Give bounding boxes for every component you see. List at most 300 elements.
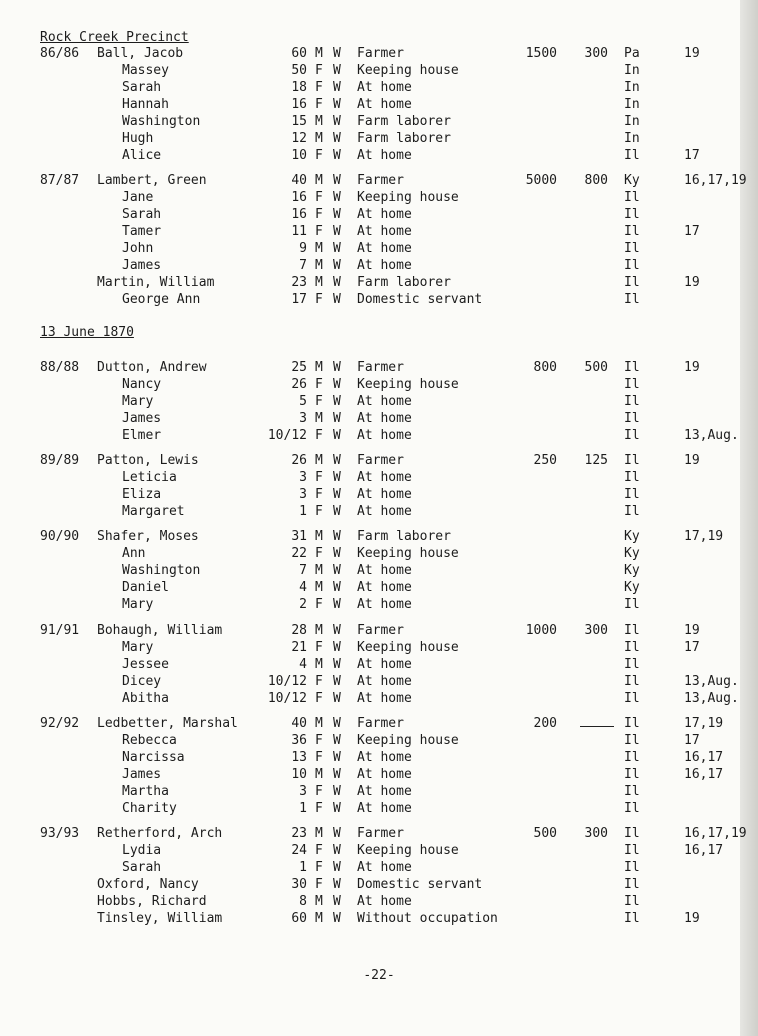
age: 21	[291, 640, 307, 655]
age: 5	[299, 394, 307, 409]
person-name: Ann	[122, 546, 146, 561]
person-name: Tinsley, William	[97, 911, 223, 926]
table-row	[0, 172, 758, 189]
occupation: Keeping house	[357, 640, 459, 655]
race: W	[333, 428, 341, 443]
table-row	[0, 130, 758, 147]
notes: 19	[684, 623, 700, 638]
occupation: At home	[357, 784, 412, 799]
birthplace: Il	[624, 623, 640, 638]
sex: F	[315, 97, 323, 112]
birthplace: Il	[624, 224, 640, 239]
person-name: Sarah	[122, 207, 162, 222]
dwelling-number: 92/92	[40, 716, 80, 731]
person-name: Massey	[122, 63, 169, 78]
age: 13	[291, 750, 307, 765]
sex: M	[315, 360, 323, 375]
occupation: At home	[357, 563, 412, 578]
sex: F	[315, 470, 323, 485]
race: W	[333, 580, 341, 595]
precinct-header: Rock Creek Precinct	[40, 30, 189, 45]
table-row	[0, 274, 758, 291]
birthplace: Il	[624, 767, 640, 782]
age: 60	[291, 46, 307, 61]
age: 17	[291, 292, 307, 307]
person-name: Martha	[122, 784, 169, 799]
birthplace: In	[624, 63, 640, 78]
race: W	[333, 411, 341, 426]
personal-estate-value: 800	[584, 173, 608, 188]
notes: 17,19	[684, 716, 724, 731]
notes: 17	[684, 148, 700, 163]
birthplace: Il	[624, 877, 640, 892]
sex: F	[315, 640, 323, 655]
date-header: 13 June 1870	[40, 325, 134, 340]
notes: 16,17	[684, 750, 724, 765]
birthplace: Il	[624, 292, 640, 307]
race: W	[333, 691, 341, 706]
birthplace: Il	[624, 453, 640, 468]
age: 16	[291, 207, 307, 222]
race: W	[333, 563, 341, 578]
occupation: At home	[357, 860, 412, 875]
real-estate-value: 5000	[525, 173, 557, 188]
race: W	[333, 292, 341, 307]
race: W	[333, 657, 341, 672]
sex: F	[315, 733, 323, 748]
occupation: Farm laborer	[357, 275, 451, 290]
race: W	[333, 224, 341, 239]
birthplace: Il	[624, 470, 640, 485]
race: W	[333, 623, 341, 638]
birthplace: Il	[624, 716, 640, 731]
age: 7	[299, 563, 307, 578]
table-row	[0, 291, 758, 308]
occupation: Farmer	[357, 173, 404, 188]
birthplace: Il	[624, 784, 640, 799]
race: W	[333, 80, 341, 95]
occupation: At home	[357, 801, 412, 816]
birthplace: In	[624, 114, 640, 129]
table-row	[0, 825, 758, 842]
birthplace: Il	[624, 657, 640, 672]
race: W	[333, 207, 341, 222]
notes: 19	[684, 275, 700, 290]
real-estate-value: 500	[533, 826, 557, 841]
age: 3	[299, 470, 307, 485]
person-name: Sarah	[122, 860, 162, 875]
age: 11	[291, 224, 307, 239]
sex: F	[315, 207, 323, 222]
race: W	[333, 394, 341, 409]
birthplace: Il	[624, 691, 640, 706]
table-row	[0, 715, 758, 732]
person-name: Sarah	[122, 80, 162, 95]
table-row	[0, 469, 758, 486]
person-name: Narcissa	[122, 750, 185, 765]
age: 18	[291, 80, 307, 95]
sex: M	[315, 580, 323, 595]
person-name: Tamer	[122, 224, 162, 239]
race: W	[333, 733, 341, 748]
birthplace: Il	[624, 411, 640, 426]
occupation: At home	[357, 80, 412, 95]
birthplace: Ky	[624, 546, 640, 561]
birthplace: Il	[624, 911, 640, 926]
table-row	[0, 673, 758, 690]
dwelling-number: 91/91	[40, 623, 80, 638]
table-row	[0, 766, 758, 783]
notes: 13,Aug.	[684, 674, 739, 689]
race: W	[333, 377, 341, 392]
person-name: Oxford, Nancy	[97, 877, 199, 892]
occupation: Keeping house	[357, 843, 459, 858]
table-row	[0, 562, 758, 579]
occupation: Farmer	[357, 716, 404, 731]
age: 3	[299, 784, 307, 799]
sex: M	[315, 529, 323, 544]
person-name: James	[122, 767, 162, 782]
occupation: At home	[357, 767, 412, 782]
birthplace: Il	[624, 377, 640, 392]
occupation: At home	[357, 894, 412, 909]
table-row	[0, 859, 758, 876]
occupation: Farmer	[357, 826, 404, 841]
birthplace: Ky	[624, 173, 640, 188]
notes: 17	[684, 640, 700, 655]
table-row	[0, 79, 758, 96]
occupation: At home	[357, 597, 412, 612]
sex: M	[315, 453, 323, 468]
personal-estate-value: 300	[584, 826, 608, 841]
table-row	[0, 639, 758, 656]
sex: M	[315, 894, 323, 909]
birthplace: Il	[624, 843, 640, 858]
sex: F	[315, 63, 323, 78]
person-name: George Ann	[122, 292, 201, 307]
sex: F	[315, 504, 323, 519]
age: 3	[299, 487, 307, 502]
occupation: Domestic servant	[357, 877, 483, 892]
occupation: Domestic servant	[357, 292, 483, 307]
birthplace: Il	[624, 801, 640, 816]
sex: M	[315, 114, 323, 129]
person-name: Elmer	[122, 428, 162, 443]
dwelling-number: 90/90	[40, 529, 80, 544]
race: W	[333, 911, 341, 926]
age: 1	[299, 801, 307, 816]
sex: M	[315, 657, 323, 672]
race: W	[333, 826, 341, 841]
person-name: Jane	[122, 190, 154, 205]
real-estate-value: 1500	[525, 46, 557, 61]
sex: M	[315, 173, 323, 188]
race: W	[333, 546, 341, 561]
person-name: Bohaugh, William	[97, 623, 223, 638]
blank-value-line	[580, 726, 614, 727]
table-row	[0, 545, 758, 562]
table-row	[0, 45, 758, 62]
age: 4	[299, 580, 307, 595]
person-name: James	[122, 411, 162, 426]
age: 8	[299, 894, 307, 909]
occupation: At home	[357, 394, 412, 409]
birthplace: Il	[624, 428, 640, 443]
table-row	[0, 223, 758, 240]
sex: M	[315, 131, 323, 146]
notes: 16,17	[684, 767, 724, 782]
sex: F	[315, 80, 323, 95]
person-name: Mary	[122, 394, 154, 409]
race: W	[333, 63, 341, 78]
person-name: Lambert, Green	[97, 173, 207, 188]
table-row	[0, 783, 758, 800]
person-name: Retherford, Arch	[97, 826, 223, 841]
table-row	[0, 596, 758, 613]
birthplace: Ky	[624, 529, 640, 544]
person-name: Hugh	[122, 131, 154, 146]
age: 10	[291, 767, 307, 782]
table-row	[0, 622, 758, 639]
age: 1	[299, 860, 307, 875]
birthplace: Pa	[624, 46, 640, 61]
race: W	[333, 190, 341, 205]
sex: F	[315, 843, 323, 858]
birthplace: In	[624, 131, 640, 146]
person-name: James	[122, 258, 162, 273]
race: W	[333, 750, 341, 765]
sex: M	[315, 563, 323, 578]
age: 16	[291, 97, 307, 112]
notes: 19	[684, 46, 700, 61]
table-row	[0, 579, 758, 596]
person-name: John	[122, 241, 154, 256]
birthplace: Il	[624, 826, 640, 841]
age: 23	[291, 275, 307, 290]
race: W	[333, 470, 341, 485]
person-name: Mary	[122, 640, 154, 655]
table-row	[0, 147, 758, 164]
table-row	[0, 257, 758, 274]
race: W	[333, 843, 341, 858]
sex: F	[315, 148, 323, 163]
person-name: Nancy	[122, 377, 162, 392]
age: 2	[299, 597, 307, 612]
occupation: Farmer	[357, 46, 404, 61]
race: W	[333, 487, 341, 502]
person-name: Washington	[122, 563, 201, 578]
table-row	[0, 206, 758, 223]
table-row	[0, 749, 758, 766]
occupation: Farm laborer	[357, 529, 451, 544]
person-name: Hannah	[122, 97, 169, 112]
occupation: At home	[357, 411, 412, 426]
person-name: Leticia	[122, 470, 177, 485]
race: W	[333, 894, 341, 909]
table-row	[0, 359, 758, 376]
sex: M	[315, 46, 323, 61]
person-name: Daniel	[122, 580, 169, 595]
table-row	[0, 503, 758, 520]
age: 7	[299, 258, 307, 273]
occupation: At home	[357, 580, 412, 595]
birthplace: Il	[624, 640, 640, 655]
person-name: Eliza	[122, 487, 162, 502]
notes: 13,Aug.	[684, 428, 739, 443]
sex: F	[315, 292, 323, 307]
race: W	[333, 46, 341, 61]
age: 40	[291, 173, 307, 188]
sex: F	[315, 428, 323, 443]
notes: 19	[684, 360, 700, 375]
race: W	[333, 131, 341, 146]
race: W	[333, 767, 341, 782]
birthplace: Il	[624, 894, 640, 909]
age: 12	[291, 131, 307, 146]
occupation: Farm laborer	[357, 131, 451, 146]
table-row	[0, 732, 758, 749]
personal-estate-value: 500	[584, 360, 608, 375]
sex: F	[315, 674, 323, 689]
birthplace: Il	[624, 674, 640, 689]
age: 10/12	[267, 691, 307, 706]
birthplace: Il	[624, 487, 640, 502]
sex: F	[315, 190, 323, 205]
age: 10/12	[267, 674, 307, 689]
table-row	[0, 910, 758, 927]
age: 10	[291, 148, 307, 163]
occupation: At home	[357, 148, 412, 163]
sex: F	[315, 394, 323, 409]
occupation: At home	[357, 657, 412, 672]
race: W	[333, 640, 341, 655]
notes: 16,17,19	[684, 826, 747, 841]
race: W	[333, 258, 341, 273]
person-name: Dicey	[122, 674, 162, 689]
real-estate-value: 250	[533, 453, 557, 468]
person-name: Ball, Jacob	[97, 46, 184, 61]
age: 25	[291, 360, 307, 375]
age: 22	[291, 546, 307, 561]
race: W	[333, 716, 341, 731]
table-row	[0, 656, 758, 673]
table-row	[0, 410, 758, 427]
birthplace: Il	[624, 597, 640, 612]
birthplace: Il	[624, 504, 640, 519]
person-name: Shafer, Moses	[97, 529, 199, 544]
age: 3	[299, 411, 307, 426]
race: W	[333, 148, 341, 163]
age: 4	[299, 657, 307, 672]
race: W	[333, 97, 341, 112]
sex: M	[315, 767, 323, 782]
occupation: Farmer	[357, 623, 404, 638]
age: 9	[299, 241, 307, 256]
birthplace: Il	[624, 275, 640, 290]
sex: F	[315, 546, 323, 561]
table-row	[0, 189, 758, 206]
table-row	[0, 96, 758, 113]
sex: M	[315, 716, 323, 731]
sex: F	[315, 750, 323, 765]
birthplace: Ky	[624, 580, 640, 595]
sex: M	[315, 411, 323, 426]
birthplace: Il	[624, 148, 640, 163]
occupation: At home	[357, 428, 412, 443]
occupation: Without occupation	[357, 911, 498, 926]
occupation: At home	[357, 487, 412, 502]
table-row	[0, 62, 758, 79]
dwelling-number: 89/89	[40, 453, 80, 468]
dwelling-number: 86/86	[40, 46, 80, 61]
race: W	[333, 877, 341, 892]
age: 26	[291, 377, 307, 392]
birthplace: Il	[624, 190, 640, 205]
age: 24	[291, 843, 307, 858]
personal-estate-value: 125	[584, 453, 608, 468]
age: 36	[291, 733, 307, 748]
occupation: Keeping house	[357, 733, 459, 748]
age: 10/12	[267, 428, 307, 443]
birthplace: Il	[624, 360, 640, 375]
occupation: Keeping house	[357, 190, 459, 205]
person-name: Hobbs, Richard	[97, 894, 207, 909]
occupation: At home	[357, 504, 412, 519]
notes: 17	[684, 733, 700, 748]
person-name: Patton, Lewis	[97, 453, 199, 468]
sex: F	[315, 691, 323, 706]
person-name: Mary	[122, 597, 154, 612]
table-row	[0, 528, 758, 545]
table-row	[0, 113, 758, 130]
notes: 17	[684, 224, 700, 239]
sex: M	[315, 911, 323, 926]
table-row	[0, 893, 758, 910]
sex: F	[315, 877, 323, 892]
birthplace: Ky	[624, 563, 640, 578]
occupation: At home	[357, 207, 412, 222]
occupation: Keeping house	[357, 546, 459, 561]
person-name: Washington	[122, 114, 201, 129]
person-name: Jessee	[122, 657, 169, 672]
occupation: At home	[357, 241, 412, 256]
race: W	[333, 275, 341, 290]
occupation: At home	[357, 470, 412, 485]
birthplace: Il	[624, 860, 640, 875]
birthplace: Il	[624, 733, 640, 748]
race: W	[333, 504, 341, 519]
sex: M	[315, 275, 323, 290]
notes: 13,Aug.	[684, 691, 739, 706]
table-row	[0, 690, 758, 707]
race: W	[333, 784, 341, 799]
table-row	[0, 393, 758, 410]
notes: 19	[684, 911, 700, 926]
person-name: Charity	[122, 801, 177, 816]
age: 50	[291, 63, 307, 78]
age: 23	[291, 826, 307, 841]
race: W	[333, 674, 341, 689]
occupation: At home	[357, 674, 412, 689]
age: 26	[291, 453, 307, 468]
occupation: At home	[357, 258, 412, 273]
notes: 17,19	[684, 529, 724, 544]
sex: F	[315, 224, 323, 239]
race: W	[333, 529, 341, 544]
occupation: Farmer	[357, 453, 404, 468]
age: 28	[291, 623, 307, 638]
table-row	[0, 240, 758, 257]
